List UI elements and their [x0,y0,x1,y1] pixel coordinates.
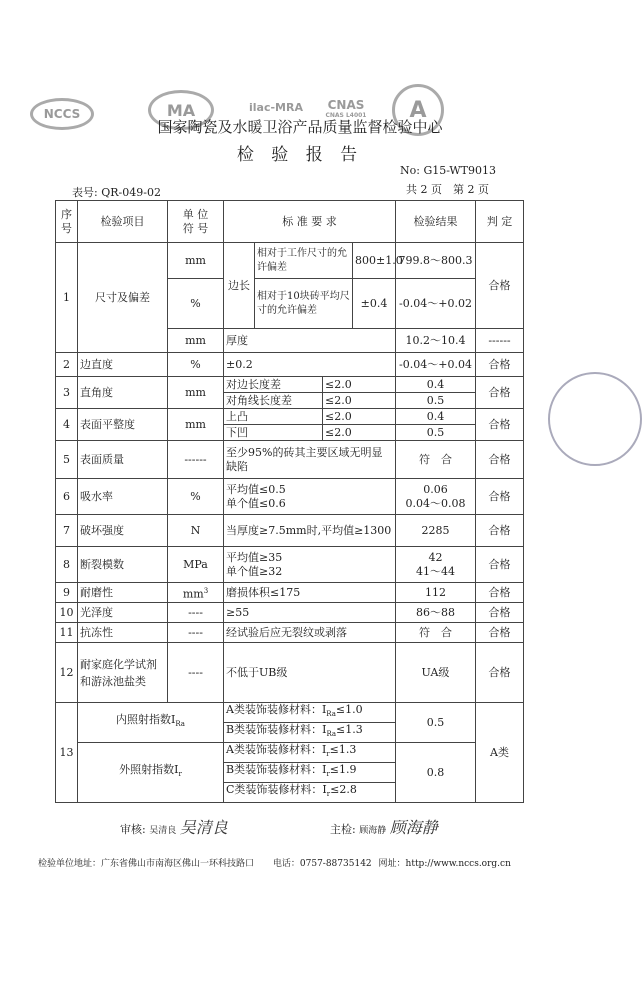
table-row: 1 尺寸及偏差 mm 边长 相对于工作尺寸的允许偏差 800±1.0 799.8～800.3 合格 [56,243,524,279]
table-row: 9 耐磨性 $mm^3$ 磨损体积≤175 112 合格 [56,583,524,603]
header-unit: 单 位 符 号 [168,201,224,243]
table-row: % 相对于10块砖平均尺寸的允许偏差 ±0.4 -0.04～+0.02 [56,279,524,329]
table-row: 4 表面平整度 mm 上凸 ≤2.0 0.4 合格 [56,409,524,425]
header-standard: 标 准 要 求 [224,201,396,243]
report-title: 检 验 报 告 [236,145,364,165]
cnas-logo: CNAS CNAS L4001 [325,97,367,119]
table-row: 下凹 ≤2.0 0.5 [56,425,524,441]
footer-website: 网址：http://www.nccs.org.cn [378,859,511,869]
header-seq: 序号 [56,201,78,243]
table-row: 11 抗冻性 ---- 经试验后应无裂纹或剥落 符 合 合格 [56,623,524,643]
table-row: 5 表面质量 ------ 至少95%的砖其主要区域无明显缺陷 符 合 合格 [56,441,524,479]
footer [38,856,578,869]
table-row: 6 吸水率 % 平均值≤0.5 单个值≤0.6 0.06 0.04～0.08 合格 [56,479,524,515]
table-row: 2 边直度 % ±0.2 -0.04～+0.04 合格 [56,353,524,377]
report-number: No: G15-WT9013 [400,164,497,177]
table-row: 8 断裂模数 MPa 平均值≥35 单个值≥32 42 41～44 合格 [56,547,524,583]
header-result: 检验结果 [396,201,476,243]
table-row: 对角线长度差 ≤2.0 0.5 [56,393,524,409]
inspection-table [55,200,524,803]
ncss-logo: NCCS [30,98,94,130]
table-row: mm 厚度 10.2～10.4 ------ [56,329,524,353]
header-judge: 判 定 [476,201,524,243]
center-name: 国家陶瓷及水暖卫浴产品质量监督检验中心 [157,118,443,136]
table-row: 3 直角度 mm 对边长度差 ≤2.0 0.4 合格 [56,377,524,393]
chief-handwriting: 顾海静 [389,818,438,837]
table-row: 13 内照射指数$I_{Ra}$ A类装饰装修材料：$I_{Ra}\le 1.0$ 0.5 A类 [56,703,524,723]
table-row: 外照射指数$I_r$ A类装饰装修材料：$I_r\le 1.3$ 0.8 [56,743,524,763]
review-signature: 审核: 吴清良 吴清良 [120,818,228,837]
a-logo: A [392,84,444,136]
table-row: 10 光泽度 ---- ≥55 86～88 合格 [56,603,524,623]
form-number: 表号: QR-049-02 [72,186,161,199]
footer-phone: 电话：0757-88735142 [272,859,372,869]
ma-logo: MA [148,90,214,130]
reviewer-handwriting: 吴清良 [179,818,228,837]
table-header-row [56,201,524,243]
footer-address: 检验单位地址：广东省佛山市南海区佛山一环科技路口 [38,859,255,869]
table-row: 12 耐家庭化学试剂和游泳池盐类 ---- 不低于UB级 UA级 合格 [56,643,524,703]
table-row: B类装饰装修材料：$I_r\le 1.9$ [56,763,524,783]
ilac-logo: ilac-MRA [249,100,303,114]
table-row: 7 破坏强度 N 当厚度≥7.5mm时,平均值≥1300 2285 合格 [56,515,524,547]
chief-signature: 主检: 顾海静 顾海静 [330,818,438,837]
header-item: 检验项目 [78,201,168,243]
page-indicator: 共 2 页 第 2 页 [406,183,489,196]
inspection-seal [548,372,642,466]
table-row: B类装饰装修材料：$I_{Ra}\le 1.3$ [56,723,524,743]
table-row: C类装饰装修材料：$I_r\le 2.8$ [56,783,524,803]
